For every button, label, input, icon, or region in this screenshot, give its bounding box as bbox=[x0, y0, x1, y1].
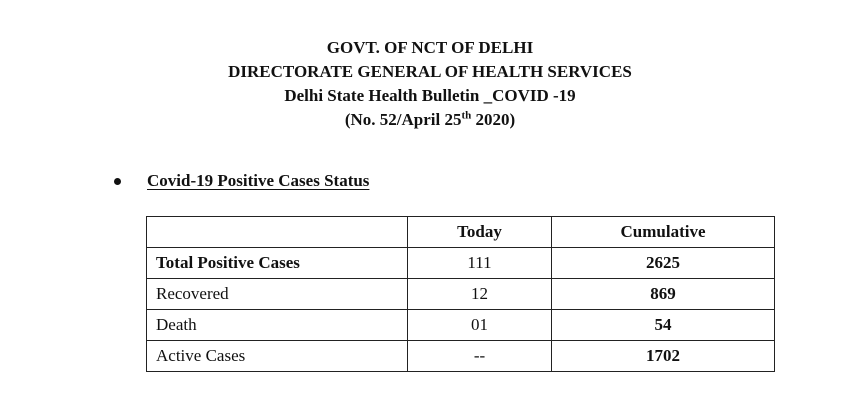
row-cumulative: 1702 bbox=[552, 341, 775, 372]
row-label: Death bbox=[147, 310, 408, 341]
bulletin-number-sup: th bbox=[461, 109, 472, 122]
row-today: 12 bbox=[408, 279, 552, 310]
row-label: Recovered bbox=[147, 279, 408, 310]
row-label: Total Positive Cases bbox=[147, 248, 408, 279]
directorate-title: DIRECTORATE GENERAL OF HEALTH SERVICES bbox=[228, 62, 632, 81]
bulletin-header bbox=[0, 36, 860, 132]
bulletin-number-prefix: (No. 52/April 25 bbox=[344, 110, 462, 129]
table-header-row bbox=[147, 217, 775, 248]
positive-cases-table bbox=[146, 216, 775, 372]
bullet-icon bbox=[114, 178, 121, 185]
row-today: 111 bbox=[408, 248, 552, 279]
table-row bbox=[147, 279, 775, 310]
row-cumulative: 2625 bbox=[552, 248, 775, 279]
row-today: -- bbox=[408, 341, 552, 372]
row-cumulative: 54 bbox=[552, 310, 775, 341]
govt-title: GOVT. OF NCT OF DELHI bbox=[326, 38, 534, 57]
row-cumulative: 869 bbox=[552, 279, 775, 310]
table-row bbox=[147, 310, 775, 341]
header-cell-cumulative: Cumulative bbox=[552, 217, 775, 248]
header-cell-label bbox=[147, 217, 408, 248]
header-cell-today: Today bbox=[408, 217, 552, 248]
table-row bbox=[147, 341, 775, 372]
section-title: Covid-19 Positive Cases Status bbox=[147, 171, 370, 190]
section-heading bbox=[114, 168, 369, 194]
row-label: Active Cases bbox=[147, 341, 408, 372]
table-row bbox=[147, 248, 775, 279]
row-today: 01 bbox=[408, 310, 552, 341]
bulletin-number-suffix: 2020) bbox=[471, 110, 516, 129]
bulletin-number bbox=[0, 108, 860, 132]
bulletin-title: Delhi State Health Bulletin _COVID -19 bbox=[284, 86, 576, 105]
